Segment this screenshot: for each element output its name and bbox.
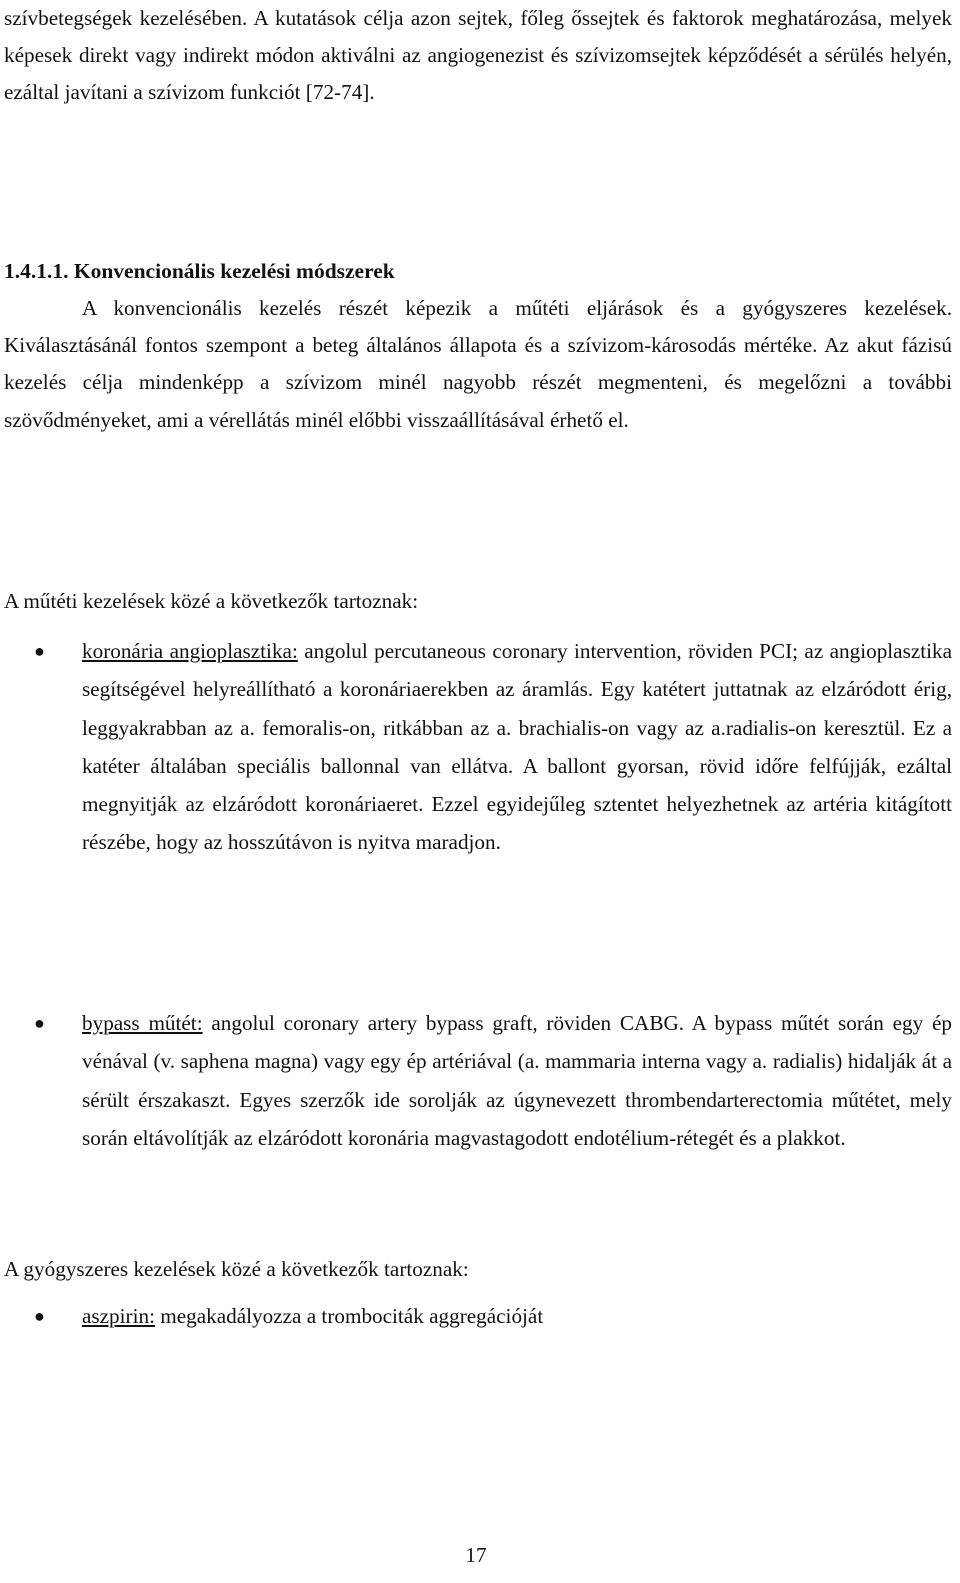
text-aspirin: megakadályozza a trombociták aggregációját <box>154 1304 544 1328</box>
page-number: 17 <box>465 1543 487 1567</box>
intro-paragraph: szívbetegségek kezelésében. A kutatások célja azon sejtek, főleg őssejtek és faktorok meghatározása, melyek képesek direkt vagy indirekt módon aktiválni az angiogenezist és szívizomsejtek képződését a sérülés helyén, ezáltal javítani a szívizom funkciót [72-74]. <box>4 6 952 105</box>
term-angioplasty: koronária angioplasztika: <box>82 639 298 663</box>
section-paragraph: A konvencionális kezelés részét képezik a műtéti eljárások és a gyógyszeres kezelések. Kiválasztásánál fontos szempont a beteg általános állapota és a szívizom-károsodás mértéke. Az akut fázisú kezelés célja mindenképp a szívizom minél nagyobb részét megmenteni, és megelőzni a további szövődményeket, ami a vérellátás minél előbbi visszaállításával érhető el. <box>4 296 952 432</box>
term-bypass: bypass műtét: <box>82 1011 203 1035</box>
list-item-aspirin <box>34 1300 952 1332</box>
list-item-bypass <box>34 1004 953 1157</box>
text-angioplasty: angolul percutaneous coronary intervention, röviden PCI; az angioplasztika segítségével helyreállítható a koronáriaerekben az áramlás. Egy katétert juttatnak az elzáródott érig, leggyakrabban az a. femoralis-on, ritkábban az a. brachialis-on vagy az a.radialis-on keresztül. Ez a katéter általában speciális ballonnal van ellátva. A ballont gyorsan, rövid időre felfújják, ezáltal megnyitják az elzáródott koronáriaeret. Ezzel egyidejűleg sztentet helyezhetnek az artéria kitágított részébe, hogy az hosszútávon is nyitva maradjon. <box>82 639 952 855</box>
bullet-dot-icon: ● <box>34 641 45 661</box>
medication-lead: A gyógyszeres kezelések közé a következők tartoznak: <box>4 1257 469 1281</box>
bullet-dot-icon: ● <box>34 1306 45 1326</box>
list-item-angioplasty <box>34 632 952 862</box>
text-bypass: angolul coronary artery bypass graft, röviden CABG. A bypass műtét során egy ép vénával (v. saphena magna) vagy egy ép artériával (a. mammaria interna vagy a. radialis) hidalják át a sérült érszakaszt. Egyes szerzők ide sorolják az úgynevezett thrombendarterectomia műtétet, mely során eltávolítják az elzáródott koronária magvastagodott endotélium-rétegét és a plakkot. <box>82 1011 953 1150</box>
term-aspirin: aszpirin: <box>82 1304 155 1328</box>
surgical-lead: A műtéti kezelések közé a következők tartoznak: <box>4 589 419 613</box>
section-heading: 1.4.1.1. Konvencionális kezelési módszerek <box>4 259 395 283</box>
bullet-dot-icon: ● <box>34 1013 45 1033</box>
